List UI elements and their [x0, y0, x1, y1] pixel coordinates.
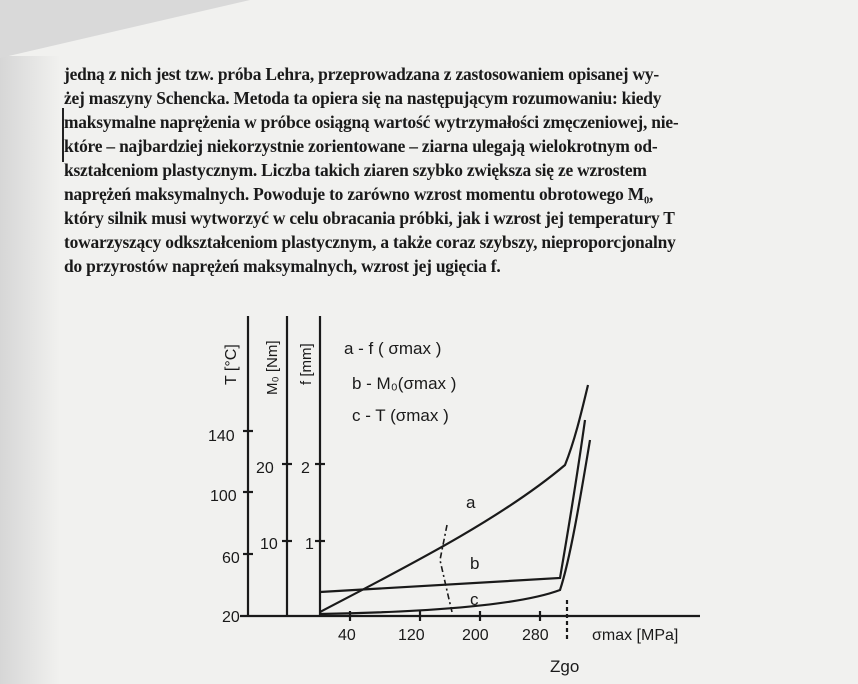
- curve-c: [320, 440, 590, 614]
- text-line: jedną z nich jest tzw. próba Lehra, przeprowadzana z zastosowaniem opisanej wy-: [64, 64, 659, 84]
- legend-c: c - T (σmax ): [352, 406, 449, 425]
- curve-b: [320, 420, 585, 592]
- curve-label-b: b: [470, 554, 480, 573]
- text-line: kształceniom plastycznym. Liczba takich ziaren szybko zwiększa się ze wzrostem: [64, 160, 647, 180]
- text-line: które – najbardziej niekorzystnie zorientowane – ziarna ulegają wielokrotnym od-: [64, 136, 658, 156]
- legend-b: b - M₀(σmax ): [352, 374, 457, 393]
- text-line: żej maszyny Schencka. Metoda ta opiera się na następującym rozumowaniu: kiedy: [64, 88, 662, 108]
- m-tick-label: 10: [260, 536, 278, 553]
- x-tick-label: 200: [462, 627, 489, 644]
- x-axis-label: σmax [MPa]: [592, 627, 679, 644]
- m-tick-label: 20: [256, 460, 274, 477]
- legend-a: a - f ( σmax ): [344, 339, 442, 358]
- x-tick-label: 40: [338, 627, 356, 644]
- text-line: towarzyszący odkształceniom plastycznym, a także coraz szybszy, nieproporcjonalny: [64, 232, 676, 252]
- m-axis-label: M₀ [Nm]: [264, 340, 281, 395]
- dash-dot-line: [440, 525, 452, 612]
- t-tick-label: 100: [210, 488, 237, 505]
- t-tick-label: 140: [208, 428, 235, 445]
- f-tick-label: 1: [305, 536, 314, 553]
- text-line: który silnik musi wytworzyć w celu obracania próbki, jak i wzrost jej temperatury T: [64, 208, 675, 228]
- text-line: naprężeń maksymalnych. Powoduje to zarówno wzrost momentu obrotowego M₀,: [64, 184, 654, 204]
- f-axis-label: f [mm]: [298, 343, 315, 385]
- x-tick-label: 120: [398, 627, 425, 644]
- t-tick-label: 60: [222, 550, 240, 567]
- x-tick-label: 280: [522, 627, 549, 644]
- f-tick-label: 2: [301, 460, 310, 477]
- t-tick-label: 20: [222, 609, 240, 626]
- text-line: maksymalne naprężenia w próbce osiągną wartość wytrzymałości zmęczeniowej, nie-: [64, 112, 679, 132]
- text-line: do przyrostów naprężeń maksymalnych, wzrost jej ugięcia f.: [64, 256, 501, 276]
- curve-label-c: c: [470, 590, 479, 609]
- curve-label-a: a: [466, 493, 476, 512]
- zgo-label: Zgo: [550, 657, 580, 676]
- t-axis-label: T [°C]: [223, 344, 240, 385]
